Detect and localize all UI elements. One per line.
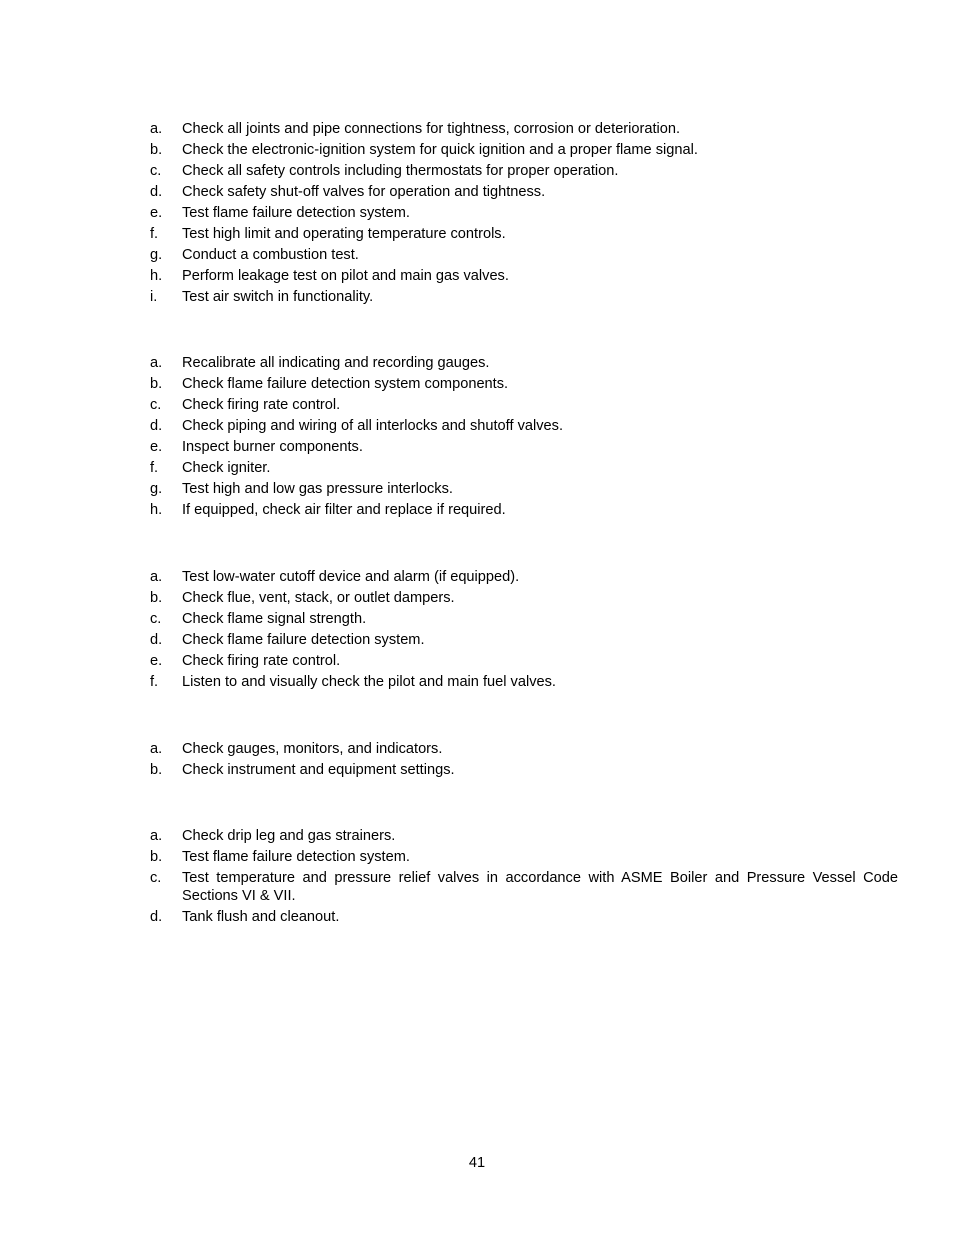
list-item-marker: a.	[150, 355, 163, 371]
list-item-text: Check gauges, monitors, and indicators.	[182, 741, 443, 757]
list-item-marker: i.	[150, 289, 158, 305]
list-item-text: Check igniter.	[182, 460, 271, 476]
list-item	[150, 375, 898, 393]
checklist-section-3	[150, 568, 898, 694]
list-item	[150, 568, 898, 586]
list-item-marker: f.	[150, 460, 159, 476]
list-item-marker: d.	[150, 632, 163, 648]
list-item	[150, 908, 898, 926]
list-item	[150, 589, 898, 607]
checklist-section-1	[150, 120, 898, 309]
list-item-marker: e.	[150, 439, 163, 455]
list-item-text: Check flame failure detection system.	[182, 632, 425, 648]
list-item-text: Check drip leg and gas strainers.	[182, 828, 396, 844]
list-item-marker: a.	[150, 741, 163, 757]
list-item	[150, 610, 898, 628]
list-item	[150, 761, 898, 779]
list-item-marker: c.	[150, 611, 162, 627]
list-item-marker: f.	[150, 226, 159, 242]
list-item-marker: g.	[150, 247, 163, 263]
list-item	[150, 354, 898, 372]
list-item-text: Tank flush and cleanout.	[182, 909, 340, 925]
list-item-text: Listen to and visually check the pilot and main fuel valves.	[182, 674, 556, 690]
list-item-text: Test flame failure detection system.	[182, 849, 410, 865]
list-item-text: Test temperature and pressure relief valves in accordance with ASME Boiler and Pressure Vessel Code Sections VI & VII.	[182, 870, 898, 904]
list-item-marker: c.	[150, 163, 162, 179]
list-item-text: Perform leakage test on pilot and main gas valves.	[182, 268, 509, 284]
list-item-text: Inspect burner components.	[182, 439, 363, 455]
checklist-section-4	[150, 740, 898, 782]
list-item-marker: d.	[150, 184, 163, 200]
list-item	[150, 438, 898, 456]
list-item	[150, 827, 898, 845]
list-item-marker: c.	[150, 397, 162, 413]
list-item	[150, 141, 898, 159]
list-item-marker: g.	[150, 481, 163, 497]
checklist-section-2	[150, 354, 898, 522]
list-item	[150, 246, 898, 264]
list-item-marker: c.	[150, 870, 162, 886]
list-item	[150, 162, 898, 180]
list-item	[150, 267, 898, 285]
list-item-text: Test high and low gas pressure interlocks.	[182, 481, 453, 497]
list-item	[150, 848, 898, 866]
list-item-text: Recalibrate all indicating and recording gauges.	[182, 355, 490, 371]
list-item-text: Check all safety controls including thermostats for proper operation.	[182, 163, 619, 179]
list-item-text: Check flue, vent, stack, or outlet dampers.	[182, 590, 455, 606]
list-item-text: Check piping and wiring of all interlocks and shutoff valves.	[182, 418, 563, 434]
list-item-marker: e.	[150, 653, 163, 669]
list-item-text: Conduct a combustion test.	[182, 247, 359, 263]
list-item-text: Check firing rate control.	[182, 397, 341, 413]
list-item-text: Test low-water cutoff device and alarm (if equipped).	[182, 569, 520, 585]
list-item	[150, 740, 898, 758]
list-item	[150, 869, 898, 905]
list-item	[150, 417, 898, 435]
list-item-marker: b.	[150, 590, 163, 606]
list-item	[150, 673, 898, 691]
list-item-text: Check firing rate control.	[182, 653, 341, 669]
list-item-marker: a.	[150, 828, 163, 844]
list-item	[150, 631, 898, 649]
list-item-marker: b.	[150, 376, 163, 392]
list-item-text: Check flame failure detection system components.	[182, 376, 509, 392]
list-item-marker: h.	[150, 268, 163, 284]
list-item-text: Test high limit and operating temperature controls.	[182, 226, 506, 242]
page-number: 41	[468, 1155, 486, 1171]
list-item-text: Test flame failure detection system.	[182, 205, 410, 221]
list-item-text: Check safety shut-off valves for operation and tightness.	[182, 184, 546, 200]
list-item-marker: d.	[150, 418, 163, 434]
list-item-text: Check flame signal strength.	[182, 611, 367, 627]
list-item-marker: f.	[150, 674, 159, 690]
list-item	[150, 225, 898, 243]
list-item-text: Check instrument and equipment settings.	[182, 762, 455, 778]
list-item	[150, 183, 898, 201]
list-item	[150, 120, 898, 138]
list-item-marker: e.	[150, 205, 163, 221]
list-item	[150, 459, 898, 477]
list-item	[150, 480, 898, 498]
list-item-text: If equipped, check air filter and replace if required.	[182, 502, 506, 518]
list-item-marker: a.	[150, 569, 163, 585]
list-item	[150, 288, 898, 306]
list-item-marker: a.	[150, 121, 163, 137]
list-item-marker: d.	[150, 909, 163, 925]
list-item-text: Check the electronic-ignition system for quick ignition and a proper flame signal.	[182, 142, 698, 158]
list-item-marker: b.	[150, 849, 163, 865]
list-item	[150, 396, 898, 414]
checklist-section-5	[150, 827, 898, 929]
list-item-text: Check all joints and pipe connections for tightness, corrosion or deterioration.	[182, 121, 681, 137]
list-item	[150, 652, 898, 670]
list-item	[150, 501, 898, 519]
list-item-marker: b.	[150, 762, 163, 778]
list-item-marker: b.	[150, 142, 163, 158]
list-item-text: Test air switch in functionality.	[182, 289, 374, 305]
list-item-marker: h.	[150, 502, 163, 518]
list-item	[150, 204, 898, 222]
